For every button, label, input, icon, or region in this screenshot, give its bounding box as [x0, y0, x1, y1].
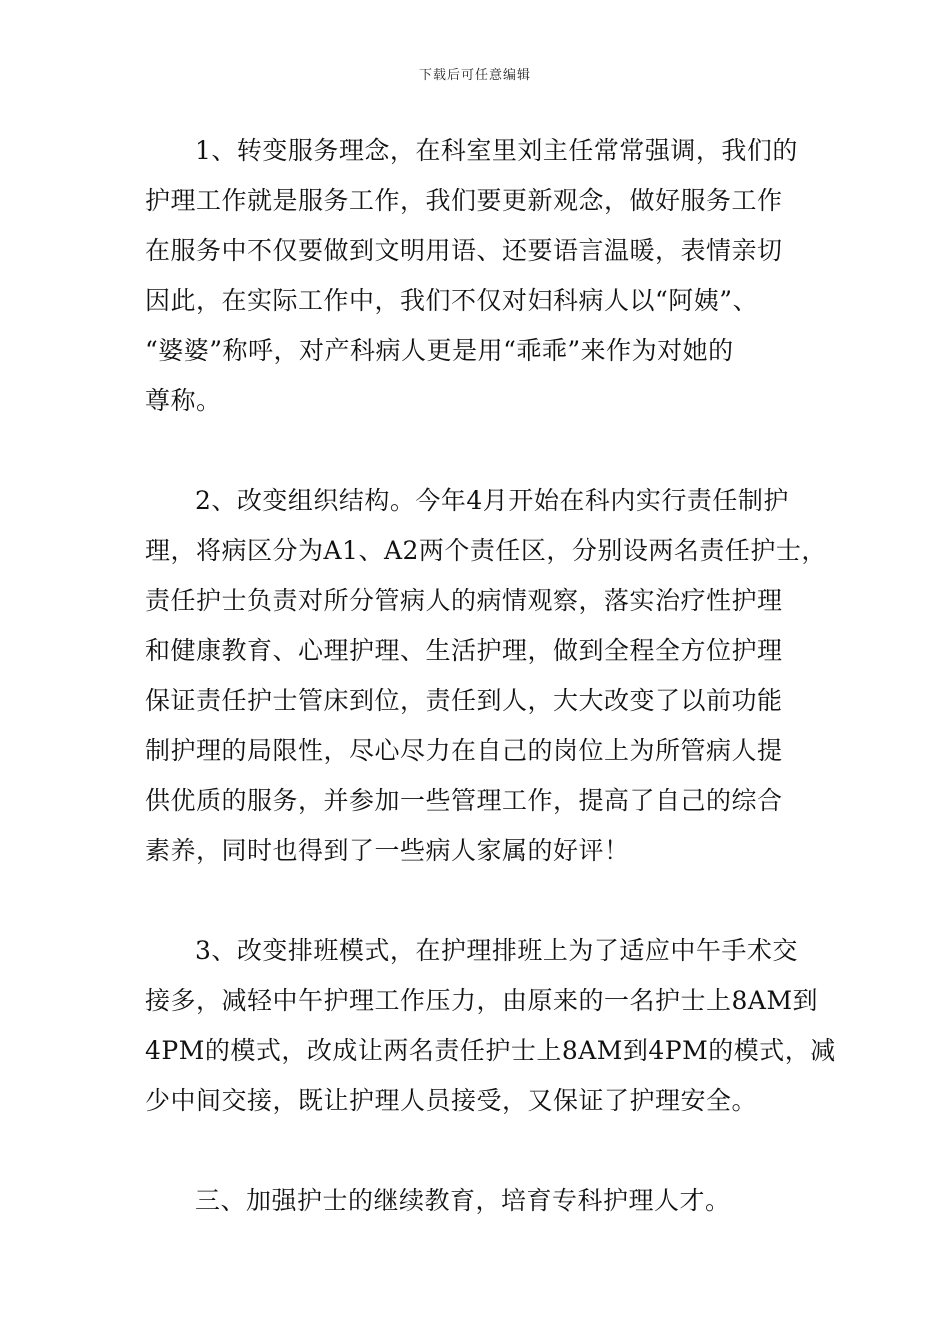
- paragraph-line: “婆婆”称呼，对产科病人更是用“乖乖”来作为对她的: [145, 336, 734, 365]
- paragraph-spacer: [145, 876, 825, 926]
- paragraph-line: 3、改变排班模式，在护理排班上为了适应中午手术交: [195, 936, 798, 965]
- paragraph-line: 保证责任护士管床到位，责任到人，大大改变了以前功能: [145, 686, 783, 715]
- paragraph-line: 接多，减轻中午护理工作压力，由原来的一名护士上8AM到: [145, 986, 819, 1015]
- page-header: 下载后可任意编辑: [418, 68, 531, 83]
- paragraph-spacer: [145, 1126, 825, 1176]
- paragraph-line: 理，将病区分为A1、A2两个责任区，分别设两名责任护士，: [145, 536, 827, 565]
- paragraph-line: 护理工作就是服务工作，我们要更新观念，做好服务工作: [145, 186, 783, 215]
- paragraph-line: 4PM的模式，改成让两名责任护士上8AM到4PM的模式，减: [145, 1036, 836, 1065]
- paragraph-line: 少中间交接，既让护理人员接受，又保证了护理安全。: [145, 1086, 758, 1115]
- document-body: [145, 126, 836, 1226]
- paragraph-shift-schedule: [145, 926, 836, 1126]
- paragraph-line: 在服务中不仅要做到文明用语、还要语言温暖，表情亲切: [145, 236, 783, 265]
- section-heading-continuing-education: [145, 1176, 825, 1226]
- paragraph-line: 素养，同时也得到了一些病人家属的好评！: [145, 836, 630, 865]
- paragraph-service-concept: [145, 126, 825, 426]
- paragraph-line: 供优质的服务，并参加一些管理工作，提高了自己的综合: [145, 786, 783, 815]
- paragraph-spacer: [145, 426, 825, 476]
- paragraph-line: 和健康教育、心理护理、生活护理，做到全程全方位护理: [145, 636, 783, 665]
- section-heading-line: 三、加强护士的继续教育，培育专科护理人才。: [195, 1186, 731, 1215]
- paragraph-line: 责任护士负责对所分管病人的病情观察，落实治疗性护理: [145, 586, 783, 615]
- paragraph-line: 制护理的局限性，尽心尽力在自己的岗位上为所管病人提: [145, 736, 783, 765]
- paragraph-line: 因此，在实际工作中，我们不仅对妇科病人以“阿姨”、: [145, 286, 759, 315]
- paragraph-organization-structure: [145, 476, 825, 876]
- paragraph-line: 2、改变组织结构。今年4月开始在科内实行责任制护: [195, 486, 789, 515]
- paragraph-line: 1、转变服务理念，在科室里刘主任常常强调，我们的: [195, 136, 798, 165]
- paragraph-line: 尊称。: [145, 386, 222, 415]
